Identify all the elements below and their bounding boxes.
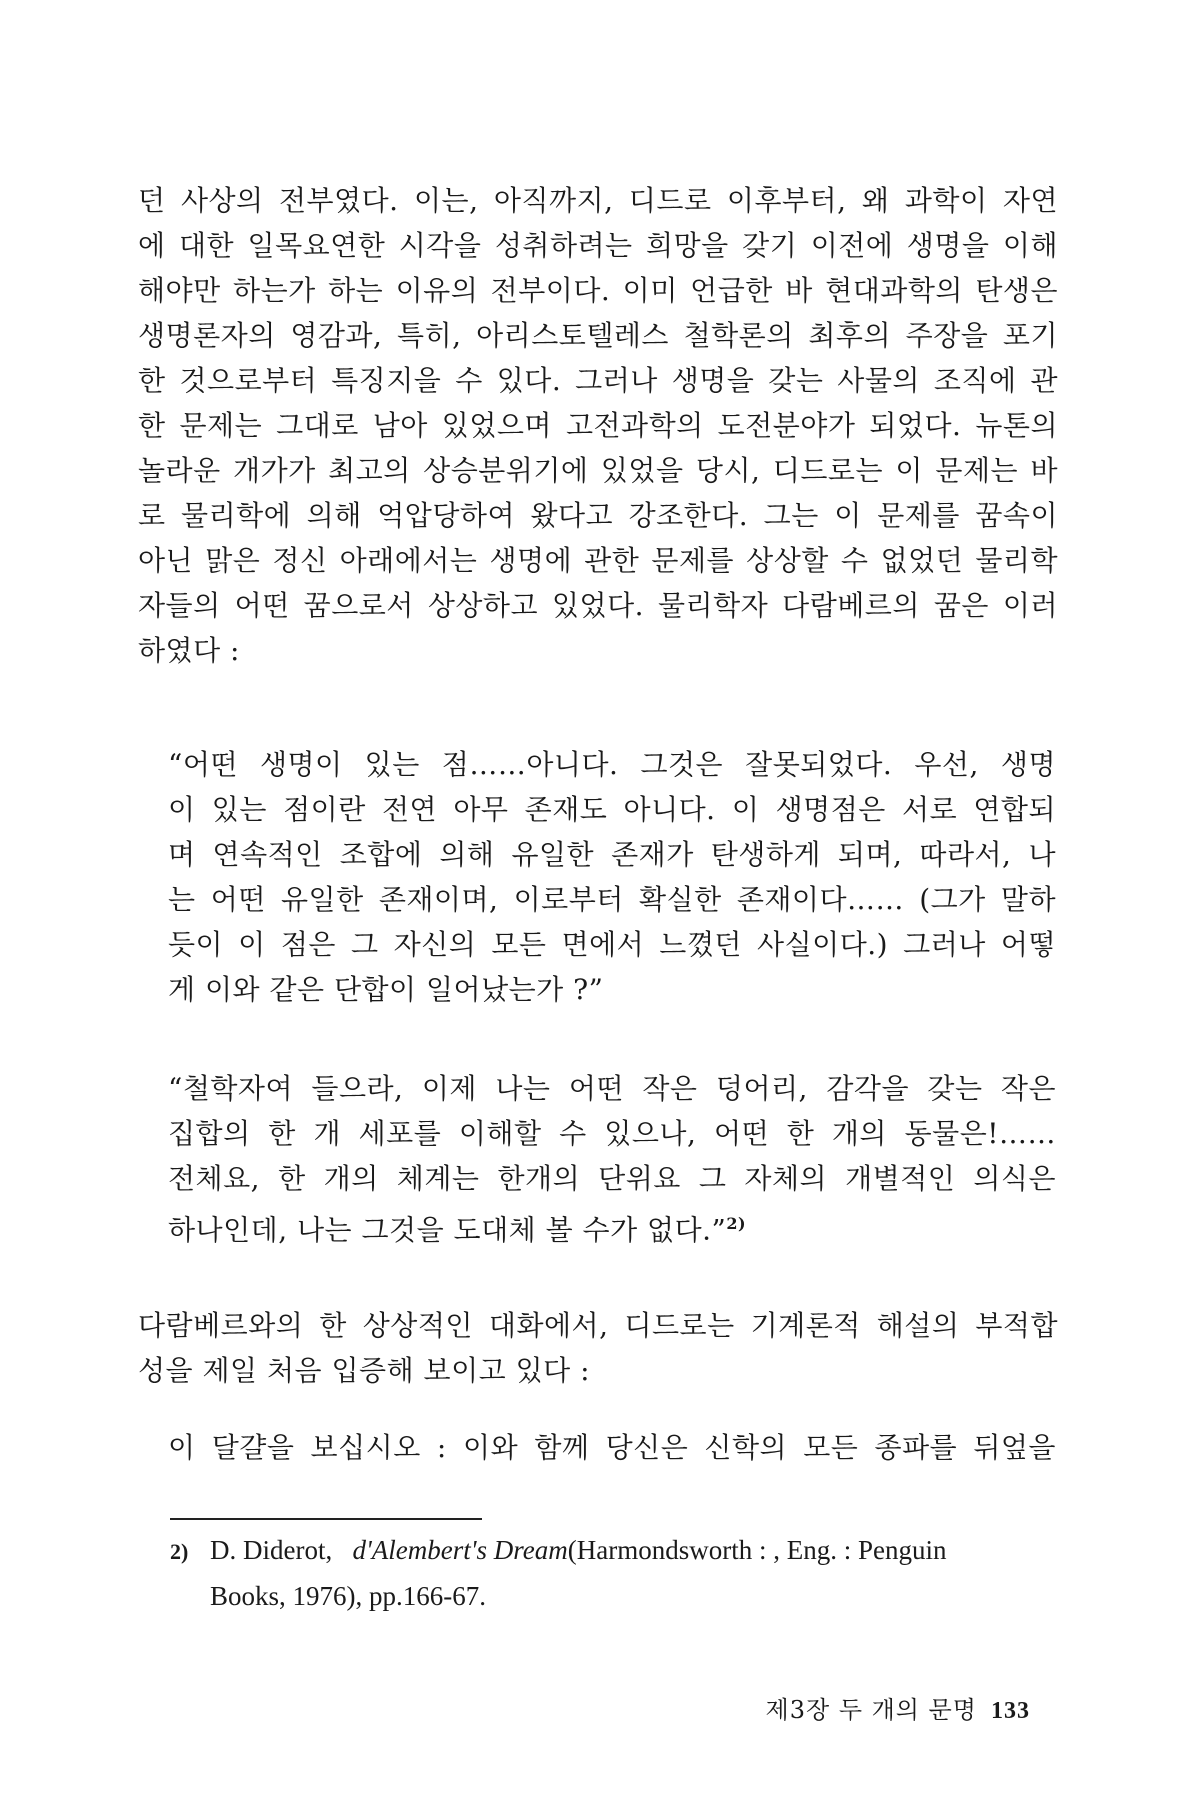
text-line: 해야만 하는가 하는 이유의 전부이다. 이미 언급한 바 현대과학의 탄생은 [138, 274, 1058, 307]
text-line: 에 대한 일목요연한 시각을 성취하려는 희망을 갖기 이전에 생명을 이해 [138, 229, 1058, 262]
quote-line: 전체요, 한 개의 체계는 한개의 단위요 그 자체의 개별적인 의식은 [168, 1162, 1056, 1195]
quote-line: 듯이 이 점은 그 자신의 모든 면에서 느꼈던 사실이다.) 그러나 어떻 [168, 928, 1056, 961]
text-line: 이 달걀을 보십시오 : 이와 함께 당신은 신학의 모든 종파를 뒤엎을 [168, 1431, 1056, 1464]
text-line: 성을 제일 처음 입증해 보이고 있다 : [138, 1354, 591, 1387]
footnote-reference: 2) [726, 1214, 747, 1233]
quote-line: 이 있는 점이란 전연 아무 존재도 아니다. 이 생명점은 서로 연합되 [168, 793, 1056, 826]
quote-line: 며 연속적인 조합에 의해 유일한 존재가 탄생하게 되며, 따라서, 나 [168, 838, 1056, 871]
footnote-publisher: (Harmondsworth : , Eng. : Penguin [567, 1535, 947, 1565]
footnote-line-1 [170, 1528, 1058, 1574]
text-line: 아닌 맑은 정신 아래에서는 생명에 관한 문제를 상상할 수 없었던 물리학 [138, 544, 1058, 577]
text-line: 다람베르와의 한 상상적인 대화에서, 디드로는 기계론적 해설의 부적합 [138, 1309, 1058, 1342]
block-quote-2 [168, 1066, 1056, 1246]
text-line: 놀라운 개가가 최고의 상승분위기에 있었을 당시, 디드로는 이 문제는 바 [138, 454, 1058, 487]
quote-line: 는 어떤 유일한 존재이며, 이로부터 확실한 존재이다…… (그가 말하 [168, 883, 1056, 916]
running-footer [766, 1690, 1030, 1725]
footnote-divider [170, 1518, 482, 1520]
text-line: 한 것으로부터 특징지을 수 있다. 그러나 생명을 갖는 사물의 조직에 관 [138, 364, 1058, 397]
paragraph-1 [138, 178, 1058, 673]
footnote-citation: Books, 1976), pp.166-67. [210, 1581, 486, 1611]
text-line: 한 문제는 그대로 남아 있었으며 고전과학의 도전분야가 되었다. 뉴톤의 [138, 409, 1058, 442]
text-line: 자들의 어떤 꿈으로서 상상하고 있었다. 물리학자 다람베르의 꿈은 이러 [138, 589, 1058, 622]
chapter-title: 제3장 두 개의 문명 [765, 1696, 977, 1724]
quote-line: 집합의 한 개 세포를 이해할 수 있으나, 어떤 한 개의 동물은!…… [168, 1117, 1056, 1150]
page-number: 133 [991, 1698, 1030, 1724]
footnote [170, 1528, 1058, 1618]
footnote-marker: 2) [170, 1539, 189, 1564]
footnote-line-2 [170, 1574, 1058, 1618]
text-line: 던 사상의 전부였다. 이는, 아직까지, 디드로 이후부터, 왜 과학이 자연 [138, 184, 1058, 217]
footnote-author: D. Diderot, [210, 1535, 333, 1565]
paragraph-2 [138, 1303, 1058, 1393]
paragraph-3 [168, 1425, 1056, 1470]
quote-line: 게 이와 같은 단합이 일어났는가 ?” [168, 973, 604, 1006]
text-line: 하였다 : [138, 634, 240, 667]
text-line: 생명론자의 영감과, 특히, 아리스토텔레스 철학론의 최후의 주장을 포기 [138, 319, 1058, 352]
quote-line [168, 1201, 1056, 1246]
quote-line: “어떤 생명이 있는 점……아니다. 그것은 잘못되었다. 우선, 생명 [168, 748, 1056, 781]
quote-line-text: 하나인데, 나는 그것을 도대체 볼 수가 없다.” [168, 1213, 727, 1247]
footnote-title: d'Alembert's Dream [352, 1535, 568, 1565]
quote-line: “철학자여 들으라, 이제 나는 어떤 작은 덩어리, 감각을 갖는 작은 [168, 1072, 1056, 1105]
text-line: 로 물리학에 의해 억압당하여 왔다고 강조한다. 그는 이 문제를 꿈속이 [138, 499, 1058, 532]
block-quote-1 [168, 742, 1056, 1012]
